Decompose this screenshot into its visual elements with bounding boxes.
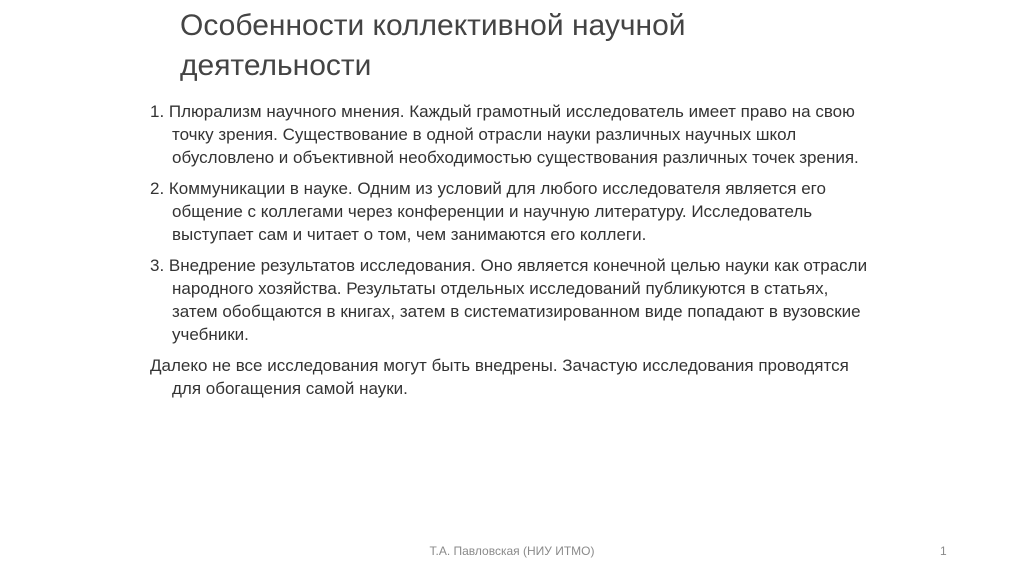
paragraph-pluralism: 1. Плюрализм научного мнения. Каждый грамотный исследователь имеет право на свою точку зрения. Существование в одной отрасли науки различных научных школ обусловлено и объективной необходимостью существования различных точек зрения. [150,102,859,167]
slide-title [180,6,820,86]
slide-footer: Т.А. Павловская (НИУ ИТМО) [429,544,595,558]
paragraph-conclusion: Далеко не все исследования могут быть внедрены. Зачастую исследования проводятся для обогащения самой науки. [150,356,849,398]
paragraph-implementation: 3. Внедрение результатов исследования. Оно является конечной целью науки как отрасли народного хозяйства. Результаты отдельных исследований публикуются в статьях, затем обобщаются в книгах, затем в систематизированном виде попадают в вузовские учебники. [150,256,868,344]
paragraph-communications: 2. Коммуникации в науке. Одним из условий для любого исследователя является его общение с коллегами через конференции и научную литературу. Исследователь выступает сам и читает о том, чем занимаются его коллеги. [150,179,826,244]
slide-title-line-2: деятельности [180,49,372,82]
slide-title-line-1: Особенности коллективной научной [180,9,686,42]
page-number: 1 [940,544,947,558]
slide-body [150,100,870,408]
